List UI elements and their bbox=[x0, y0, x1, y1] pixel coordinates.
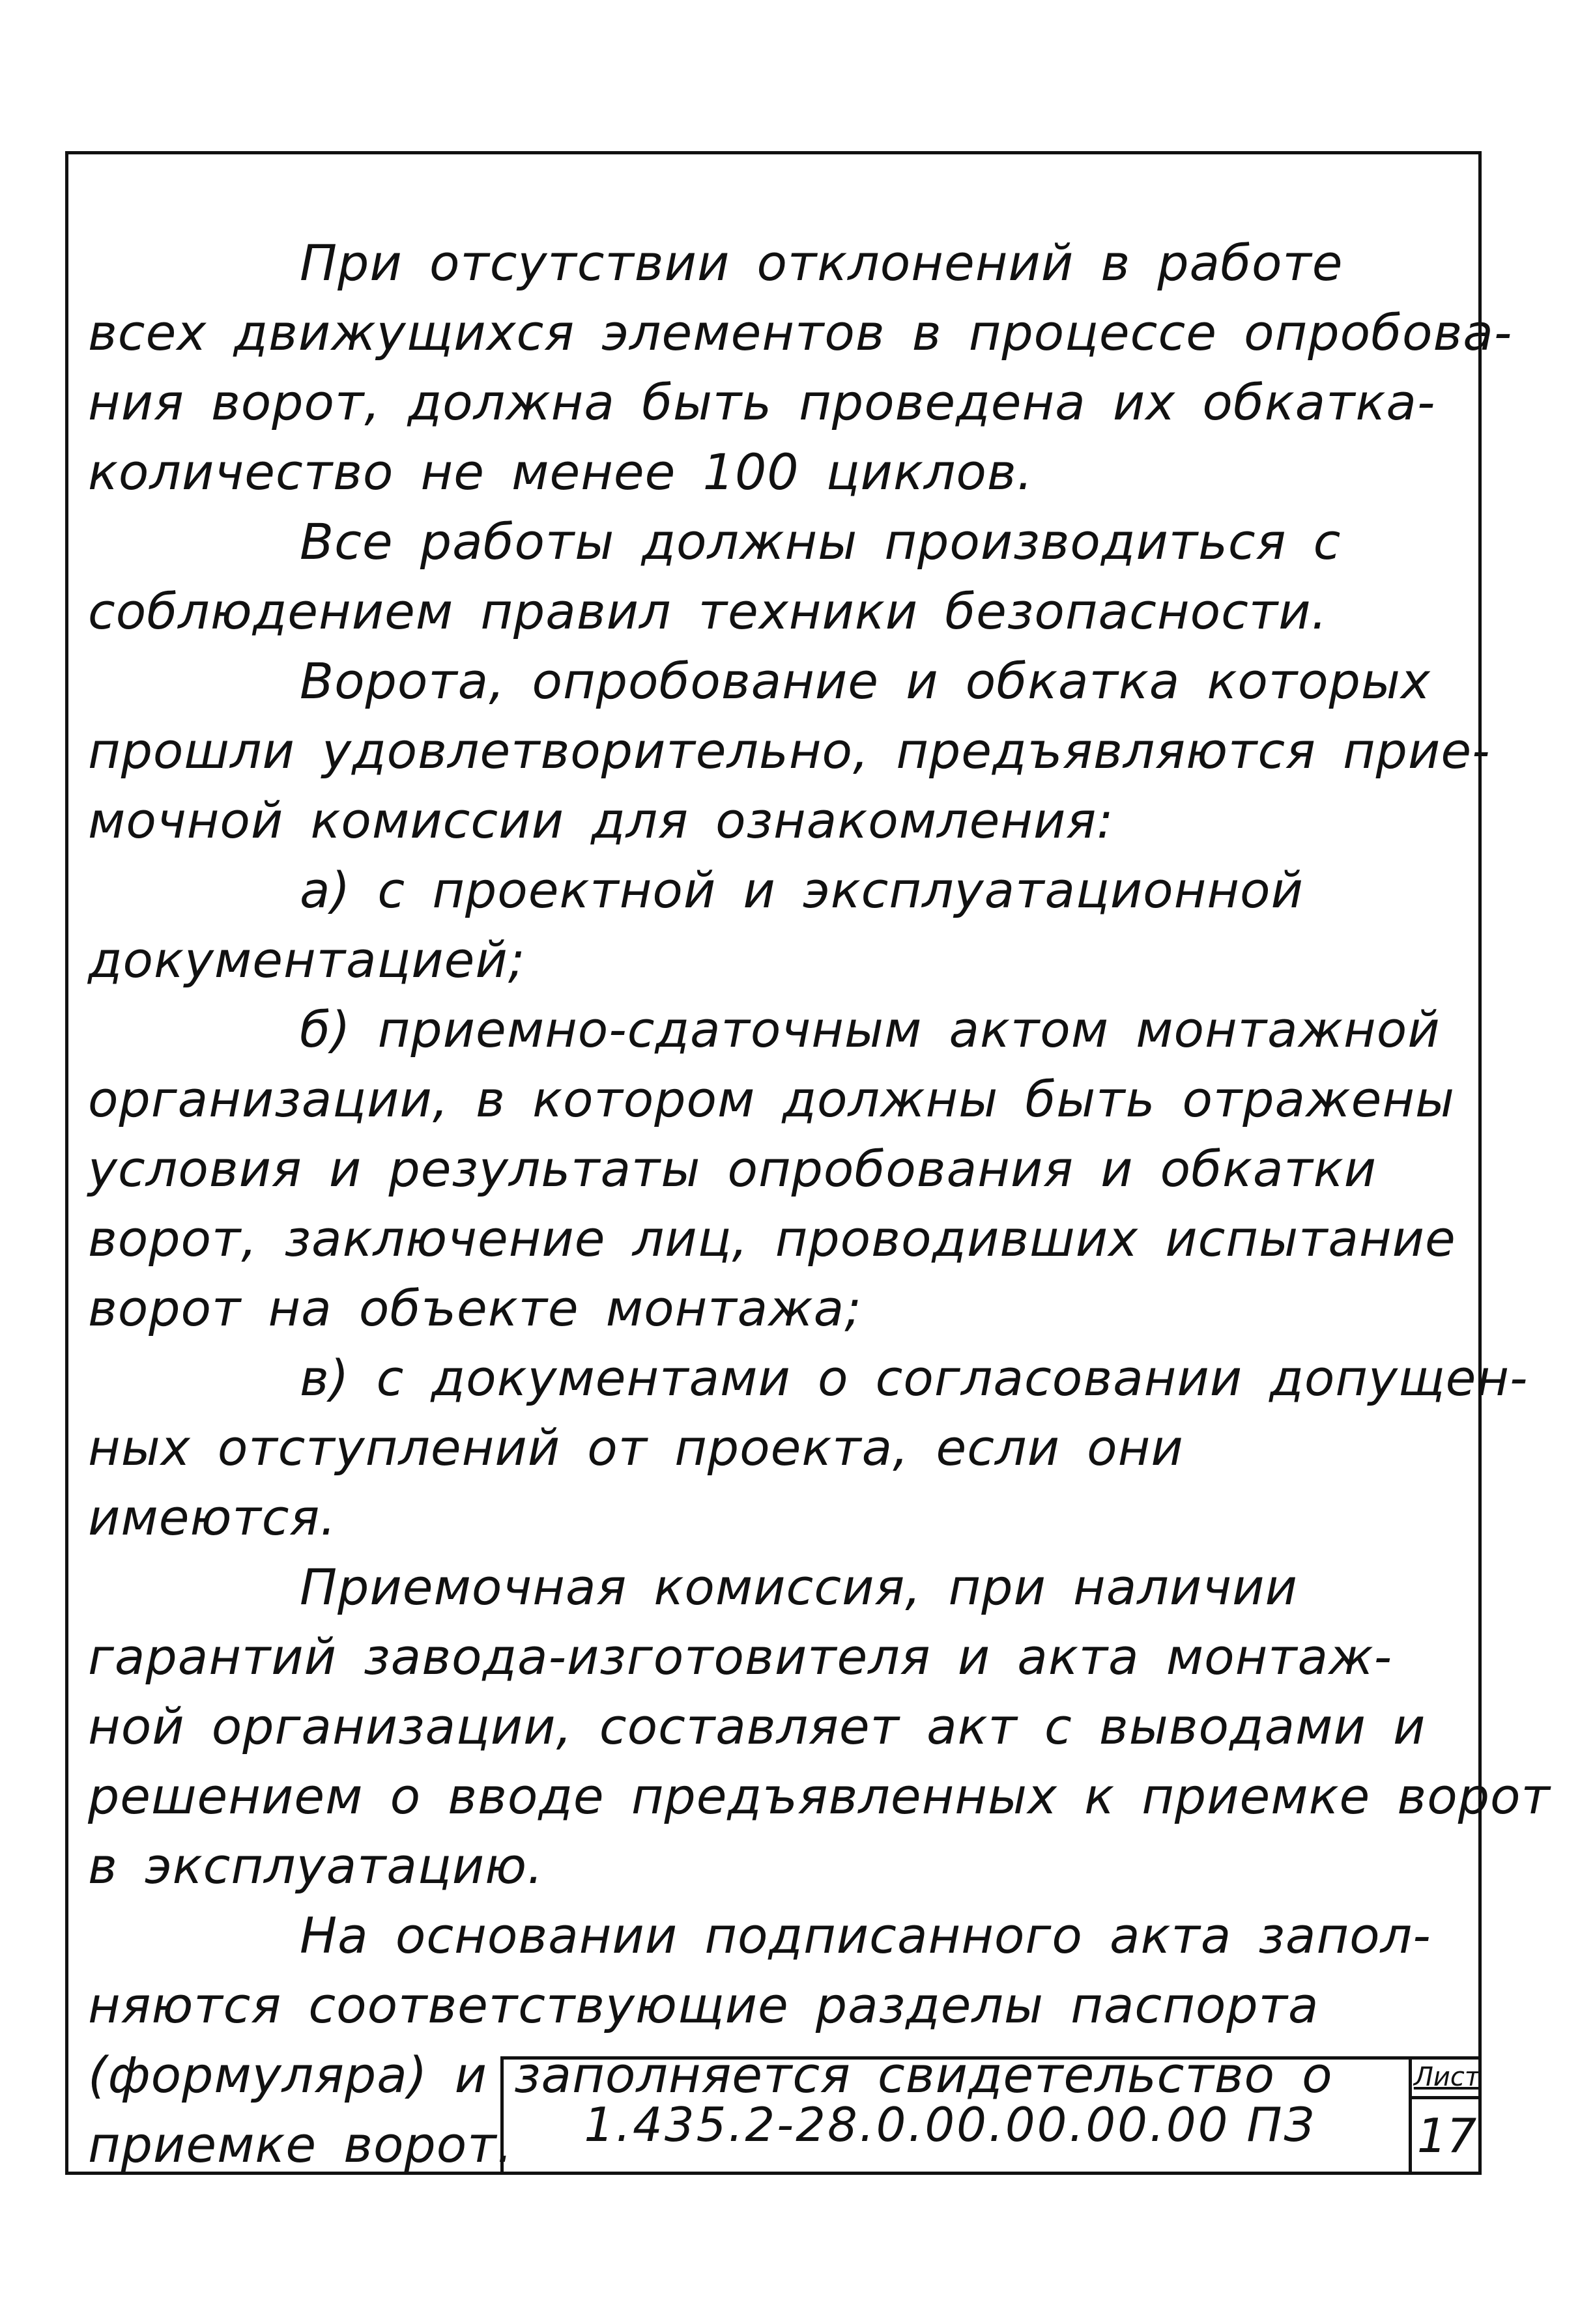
body-text bbox=[88, 228, 1551, 2179]
text-line: в эксплуатацию. bbox=[88, 1837, 544, 1895]
text-line: имеются. bbox=[88, 1488, 337, 1546]
text-line: ных отступлений от проекта, если они bbox=[88, 1419, 1184, 1477]
title-block bbox=[500, 2056, 1482, 2175]
text-line: решением о вводе предъявленных к приемке ворот bbox=[88, 1767, 1551, 1825]
text-line: ворот на объекте монтажа; bbox=[88, 1279, 862, 1337]
text-line: документацией; bbox=[88, 931, 526, 989]
text-line: б) приемно-сдаточным актом монтажной bbox=[300, 1000, 1441, 1058]
text-line: условия и результаты опробования и обкатки bbox=[88, 1140, 1377, 1198]
sheet-label: Лист bbox=[1412, 2058, 1482, 2099]
text-line: соблюдением правил техники безопасности. bbox=[88, 582, 1328, 640]
text-line: приемке ворот. bbox=[88, 2116, 513, 2174]
text-line: гарантий завода-изготовителя и акта монтаж- bbox=[88, 1628, 1392, 1686]
text-line: ворот, заключение лиц, проводивших испытание bbox=[88, 1210, 1456, 1268]
sheet-box bbox=[1409, 2056, 1482, 2175]
text-line: На основании подписанного акта запол- bbox=[300, 1906, 1431, 1964]
text-line: организации, в котором должны быть отражены bbox=[88, 1070, 1456, 1128]
text-line: няются соответствующие разделы паспорта bbox=[88, 1976, 1319, 2034]
document-designation: 1.435.2-28.0.00.00.00.00 ПЗ bbox=[584, 2097, 1316, 2152]
text-line: Ворота, опробование и обкатка которых bbox=[300, 652, 1431, 710]
text-line: в) с документами о согласовании допущен- bbox=[300, 1349, 1529, 1407]
text-line: (формуляра) и заполняется свидетельство о bbox=[88, 2046, 1333, 2104]
text-line: Все работы должны производиться с bbox=[300, 513, 1342, 571]
text-line: ной организации, составляет акт с выводами и bbox=[88, 1697, 1426, 1755]
text-line: ния ворот, должна быть проведена их обкатка- bbox=[88, 373, 1436, 431]
text-line: мочной комиссии для ознакомления: bbox=[88, 791, 1114, 849]
text-line: количество не менее 100 циклов. bbox=[88, 443, 1033, 501]
text-line: прошли удовлетворительно, предъявляются прие- bbox=[88, 722, 1491, 780]
text-line: При отсутствии отклонений в работе bbox=[300, 234, 1343, 292]
text-line: Приемочная комиссия, при наличии bbox=[300, 1558, 1298, 1616]
sheet-number: 17 bbox=[1416, 2108, 1477, 2163]
text-line: а) с проектной и эксплуатационной bbox=[300, 861, 1304, 919]
text-line: всех движущихся элементов в процессе опробова- bbox=[88, 304, 1513, 361]
